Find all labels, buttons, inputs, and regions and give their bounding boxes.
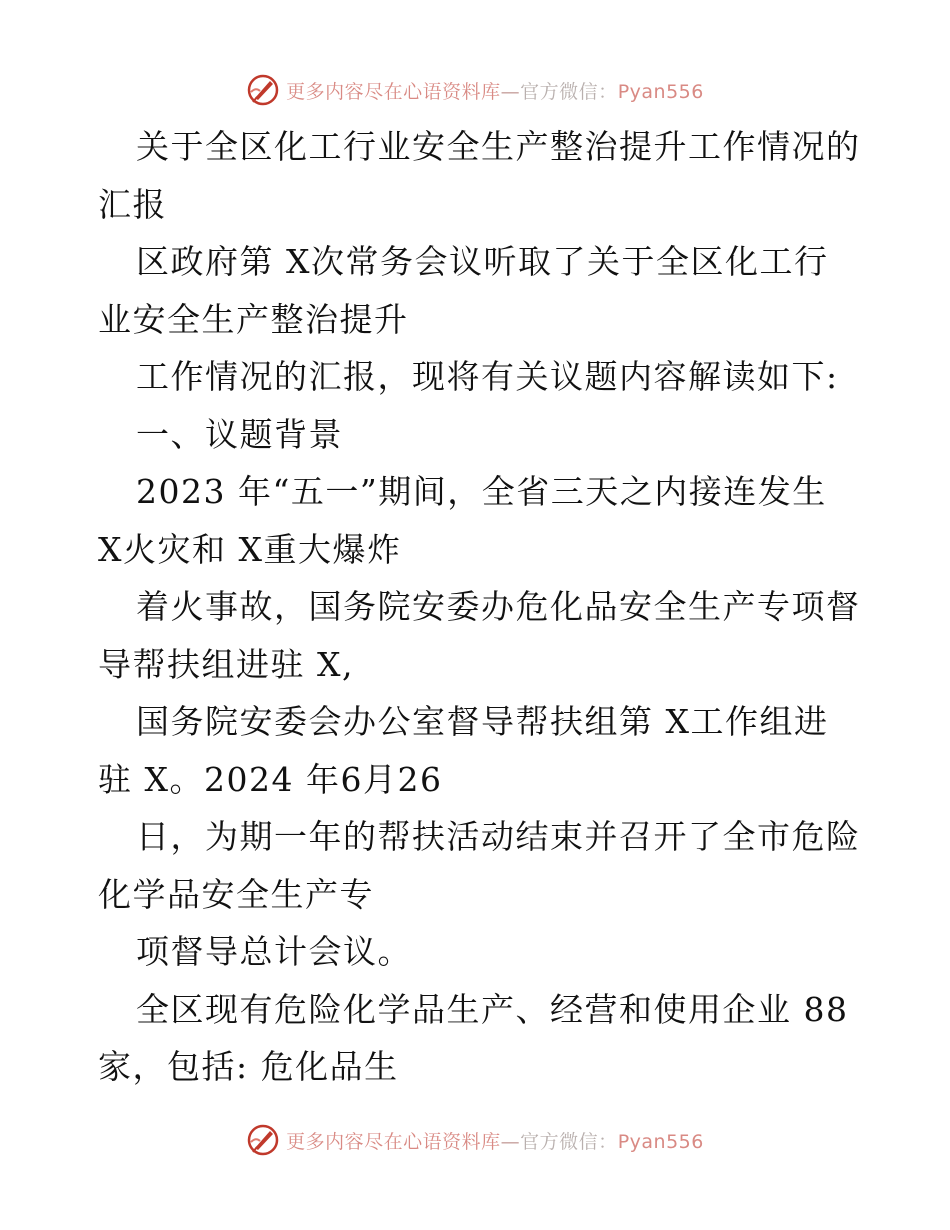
document-body (98, 118, 861, 1096)
title-line-1: 关于全区化工行业安全生产整治提升工作情况的 (136, 127, 861, 166)
paragraph-line: 国务院安委会办公室督导帮扶组第 X工作组进 (136, 702, 829, 741)
footer-watermark (0, 1120, 950, 1160)
paragraph-line: 全区现有危险化学品生产、经营和使用企业 88 (136, 989, 849, 1029)
watermark-label: 官方微信： (520, 1130, 618, 1153)
paragraph-line: 家，包括: 危化品生 (98, 1047, 399, 1086)
watermark-text (286, 1127, 704, 1154)
paragraph-line: 业安全生产整治提升 (98, 299, 409, 339)
header-watermark (0, 70, 950, 110)
watermark-group (246, 1123, 704, 1157)
paragraph-line: 化学品安全生产专 (98, 874, 374, 914)
watermark-brand: 更多内容尽在心语资料库 (286, 1130, 501, 1153)
watermark-label: 官方微信： (520, 80, 618, 103)
paragraph-line: 区政府第 X次常务会议听取了关于全区化工行 (136, 242, 829, 281)
paragraph-line: 项督导总计会议。 (136, 932, 412, 971)
paragraph-line: X火灾和 X重大爆炸 (98, 529, 402, 569)
paragraph-line: 驻 X。2024 年6月26 (98, 759, 443, 799)
section-heading: 一、议题背景 (136, 414, 343, 454)
paragraph-line: 导帮扶组进驻 X, (98, 644, 354, 684)
watermark-group (246, 73, 704, 107)
paragraph-line: 2023 年“五一”期间，全省三天之内接连发生 (136, 472, 827, 511)
watermark-wechat-id: Pyan556 (617, 1130, 704, 1153)
paragraph-line: 日，为期一年的帮扶活动结束并召开了全市危险 (136, 817, 861, 856)
watermark-brand: 更多内容尽在心语资料库 (286, 80, 501, 103)
paragraph-line: 工作情况的汇报，现将有关议题内容解读如下: (136, 357, 839, 396)
watermark-wechat-id: Pyan556 (617, 80, 704, 103)
paragraph-line: 着火事故，国务院安委办危化品安全生产专项督 (136, 587, 861, 626)
watermark-separator: — (500, 80, 521, 103)
watermark-separator: — (500, 1130, 521, 1153)
watermark-text (286, 77, 704, 104)
quill-pen-logo-icon (246, 1123, 280, 1157)
title-line-2: 汇报 (98, 184, 167, 224)
quill-pen-logo-icon (246, 73, 280, 107)
